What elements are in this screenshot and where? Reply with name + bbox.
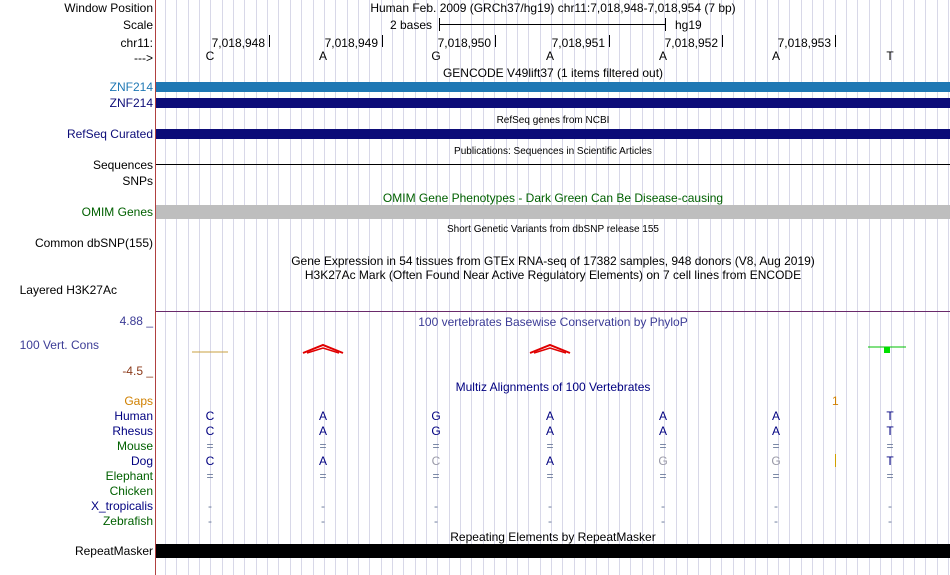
alignment-base: A — [318, 424, 327, 438]
alignment-base: = — [659, 439, 667, 453]
alignment-base: - — [888, 514, 892, 528]
znf214-refseq-bar[interactable] — [156, 98, 950, 108]
label-common-dbsnp[interactable]: Common dbSNP(155) — [34, 236, 153, 250]
label-omim-genes[interactable]: OMIM Genes — [81, 205, 153, 219]
ruler-position-label: 7,018,948 — [211, 36, 265, 50]
alignment-base: = — [206, 439, 214, 453]
alignment-base: G — [431, 409, 441, 423]
reference-base: C — [205, 49, 215, 63]
label-strand: ---> — [134, 51, 153, 65]
alignment-base: = — [319, 439, 327, 453]
alignment-base: - — [548, 499, 552, 513]
phylop-plot[interactable] — [156, 330, 950, 370]
label-scale: Scale — [122, 18, 153, 32]
publications-track-title: Publications: Sequences in Scientific Articles — [454, 146, 652, 157]
alignment-base: T — [886, 409, 894, 423]
alignment-base: = — [659, 469, 667, 483]
ruler-tick — [835, 35, 836, 47]
alignment-base: = — [772, 439, 780, 453]
scale-db: hg19 — [675, 18, 702, 32]
label-sequences[interactable]: Sequences — [92, 158, 153, 172]
znf214-gencode-bar[interactable] — [156, 82, 950, 92]
alignment-base: - — [321, 499, 325, 513]
alignment-base: = — [432, 469, 440, 483]
alignment-base: - — [434, 499, 438, 513]
reference-base: T — [886, 49, 894, 63]
ruler-position-label: 7,018,951 — [551, 36, 605, 50]
repeatmasker-bar[interactable] — [156, 544, 950, 558]
alignment-base: A — [545, 454, 554, 468]
track-label-column — [0, 0, 155, 575]
sequences-line[interactable] — [156, 164, 950, 165]
scale-bar — [439, 24, 665, 25]
label-100-vert-cons[interactable]: 100 Vert. Cons — [19, 338, 99, 352]
label-layered-h3k27ac[interactable]: Layered H3K27Ac — [19, 283, 117, 297]
alignment-base: C — [205, 424, 215, 438]
multiz-track-title: Multiz Alignments of 100 Vertebrates — [455, 380, 651, 394]
alignment-base: C — [205, 409, 215, 423]
phylop-track-title: 100 vertebrates Basewise Conservation by PhyloP — [418, 315, 688, 329]
phylop-max-value: 4.88 _ — [119, 314, 153, 328]
ruler-tick — [722, 35, 723, 47]
alignment-base: A — [318, 409, 327, 423]
alignment-base: - — [548, 514, 552, 528]
alignment-base: A — [771, 409, 780, 423]
alignment-base: G — [658, 454, 668, 468]
dog-gap-marker — [835, 454, 836, 467]
alignment-base: A — [318, 454, 327, 468]
alignment-base: - — [208, 499, 212, 513]
phylop-min-value: -4.5 _ — [122, 364, 153, 378]
alignment-base: = — [432, 439, 440, 453]
alignment-base: = — [546, 439, 554, 453]
alignment-base: = — [772, 469, 780, 483]
reference-base: G — [431, 49, 441, 63]
alignment-base: A — [545, 409, 554, 423]
ruler-position-label: 7,018,952 — [664, 36, 718, 50]
alignment-base: A — [658, 424, 667, 438]
alignment-base: A — [658, 409, 667, 423]
alignment-base: C — [431, 454, 441, 468]
species-label[interactable]: Rhesus — [112, 424, 153, 438]
alignment-base: = — [206, 469, 214, 483]
repeatmasker-track-title: Repeating Elements by RepeatMasker — [450, 530, 656, 544]
alignment-base: T — [886, 424, 894, 438]
alignment-base: A — [545, 424, 554, 438]
alignment-base: - — [774, 514, 778, 528]
h3k27ac-baseline — [156, 311, 950, 312]
alignment-base: - — [774, 499, 778, 513]
alignment-base: - — [434, 514, 438, 528]
label-repeatmasker[interactable]: RepeatMasker — [74, 544, 153, 558]
species-label[interactable]: Mouse — [116, 439, 153, 453]
alignment-base: = — [886, 439, 894, 453]
alignment-base: = — [319, 469, 327, 483]
scale-bar-right-cap — [665, 18, 666, 31]
species-label[interactable]: Elephant — [105, 469, 153, 483]
alignment-base: - — [661, 514, 665, 528]
ruler-position-label: 7,018,950 — [437, 36, 491, 50]
alignment-base: = — [886, 469, 894, 483]
ruler-tick — [269, 35, 270, 47]
scale-text: 2 bases — [390, 18, 433, 32]
label-znf214-gencode[interactable]: ZNF214 — [109, 80, 153, 94]
alignment-base: C — [205, 454, 215, 468]
alignment-base: - — [321, 514, 325, 528]
label-snps[interactable]: SNPs — [122, 174, 153, 188]
alignment-base: G — [431, 424, 441, 438]
ruler-position-label: 7,018,953 — [777, 36, 831, 50]
alignment-base: - — [888, 499, 892, 513]
genome-browser-track-image[interactable] — [156, 0, 950, 575]
ruler-tick — [609, 35, 610, 47]
label-refseq-curated[interactable]: RefSeq Curated — [66, 127, 153, 141]
scale-bar-left-cap — [439, 18, 440, 31]
species-label[interactable]: X_tropicalis — [90, 499, 153, 513]
reference-base: A — [318, 49, 327, 63]
assembly-position-text: Human Feb. 2009 (GRCh37/hg19) chr11:7,018,948-7,018,954 (7 bp) — [370, 1, 736, 15]
reference-base: A — [771, 49, 780, 63]
reference-base: A — [545, 49, 554, 63]
gencode-track-title: GENCODE V49lift37 (1 items filtered out) — [442, 66, 664, 80]
ruler-tick — [382, 35, 383, 47]
omim-track-title: OMIM Gene Phenotypes - Dark Green Can Be Disease-causing — [382, 191, 724, 205]
alignment-base: - — [661, 499, 665, 513]
gap-count: 1 — [832, 394, 839, 408]
refseq-curated-bar[interactable] — [156, 129, 950, 139]
alignment-base: = — [546, 469, 554, 483]
ruler-tick — [495, 35, 496, 47]
species-label[interactable]: Chicken — [109, 484, 153, 498]
phylop-mark-4-bar — [884, 347, 890, 353]
gtex-track-title: Gene Expression in 54 tissues from GTEx RNA-seq of 17382 samples, 948 donors (V8, Aug 2019) — [291, 254, 815, 268]
species-label[interactable]: Zebrafish — [102, 514, 153, 528]
label-window-position: Window Position — [64, 1, 153, 15]
species-label[interactable]: Human — [114, 409, 153, 423]
h3k27ac-track-title: H3K27Ac Mark (Often Found Near Active Regulatory Elements) on 7 cell lines from ENCODE — [304, 268, 802, 282]
species-label[interactable]: Dog — [130, 454, 153, 468]
short-variants-title: Short Genetic Variants from dbSNP release 155 — [447, 224, 659, 235]
ruler-position-label: 7,018,949 — [324, 36, 378, 50]
reference-base: A — [658, 49, 667, 63]
label-chrom: chr11: — [120, 36, 153, 50]
alignment-base: - — [208, 514, 212, 528]
omim-gene-bar[interactable] — [156, 205, 950, 219]
alignment-base: A — [771, 424, 780, 438]
alignment-base: G — [771, 454, 781, 468]
alignment-base: T — [886, 454, 894, 468]
label-znf214-refseq[interactable]: ZNF214 — [109, 96, 153, 110]
refseq-track-title: RefSeq genes from NCBI — [496, 115, 610, 126]
label-gaps: Gaps — [124, 394, 153, 408]
